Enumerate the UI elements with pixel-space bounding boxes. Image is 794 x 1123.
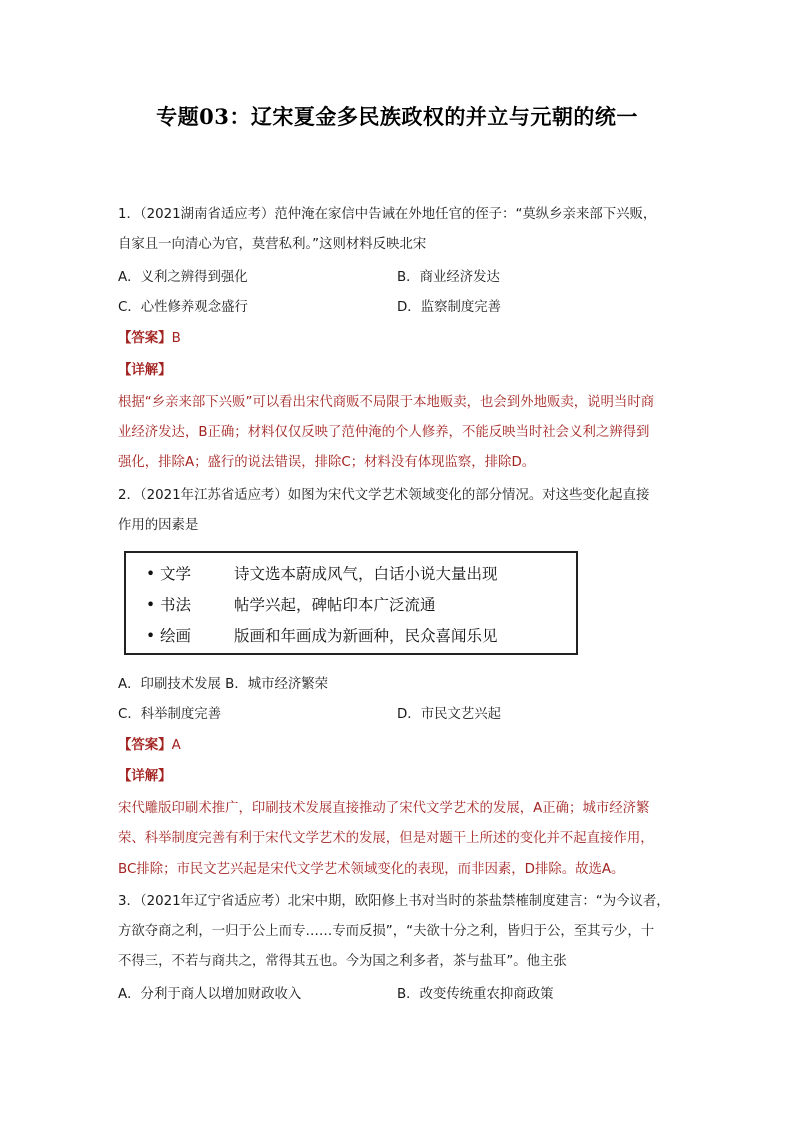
bullet-icon: • (146, 565, 156, 583)
page-title: 专题03：辽宋夏金多民族政权的并立与元朝的统一 (156, 104, 638, 129)
q1-stem-line-2: 自家且一向清心为官，莫营私利。”这则材料反映北宋 (118, 237, 427, 252)
bullet-icon: • (146, 596, 156, 614)
q2-stem-line-1: 2．（2021年江苏省适应考）如图为宋代文学艺术领域变化的部分情况。对这些变化起直接 (118, 488, 650, 503)
figure-row-painting (146, 624, 498, 646)
q2-option-c: C．科举制度完善 (118, 707, 222, 722)
q1-option-b: B．商业经济发达 (397, 270, 500, 285)
q2-stem-line-2: 作用的因素是 (118, 518, 199, 533)
answer-label: 【答案】 (118, 331, 172, 346)
q3-option-b: B．改变传统重农抑商政策 (397, 987, 554, 1002)
figure-row-text: 版画和年画成为新画种，民众喜闻乐见 (234, 627, 498, 645)
q3-option-a: A．分利于商人以增加财政收入 (118, 987, 302, 1002)
q1-option-c: C．心性修养观念盛行 (118, 300, 248, 315)
q2-figure (124, 551, 578, 655)
figure-row-calligraphy (146, 593, 436, 615)
q1-option-d: D．监察制度完善 (397, 300, 502, 315)
q3-stem-line-1: 3．（2021年辽宁省适应考）北宋中期，欧阳修上书对当时的茶盐禁榷制度建言：“为今议者， (118, 894, 670, 909)
q1-stem-line-1: 1．（2021湖南省适应考）范仲淹在家信中告诫在外地任官的侄子：“莫纵乡亲来部下兴贩， (118, 207, 657, 222)
q1-detail-line-3: 强化，排除A；盛行的说法错误，排除C；材料没有体现监察，排除D。 (118, 455, 536, 470)
answer-value: A (171, 738, 181, 753)
bullet-icon: • (146, 627, 156, 645)
figure-row-label: 绘画 (160, 627, 192, 645)
q1-answer (118, 329, 181, 349)
q3-stem-line-3: 不得三，不若与商共之，常得其五也。今为国之利多者，茶与盐耳”。他主张 (118, 954, 567, 969)
q1-option-a: A．义利之辨得到强化 (118, 270, 248, 285)
q2-detail-line-2: 荣、科举制度完善有利于宋代文学艺术的发展，但是对题干上所述的变化并不起直接作用， (118, 831, 654, 846)
q2-answer (118, 736, 181, 756)
answer-value: B (171, 331, 181, 346)
q2-option-d: D．市民文艺兴起 (397, 707, 502, 722)
q1-detail-line-2: 业经济发达，B正确；材料仅仅反映了范仲淹的个人修养，不能反映当时社会义利之辨得到 (118, 425, 650, 440)
figure-row-text: 诗文选本蔚成风气，白话小说大量出现 (234, 565, 498, 583)
figure-row-text: 帖学兴起，碑帖印本广泛流通 (234, 596, 436, 614)
answer-label: 【答案】 (118, 738, 172, 753)
q2-option-ab: A．印刷技术发展 B．城市经济繁荣 (118, 677, 329, 692)
q2-detail-line-1: 宋代雕版印刷术推广，印刷技术发展直接推动了宋代文学艺术的发展，A正确；城市经济繁 (118, 801, 650, 816)
q2-detail-line-3: BC排除；市民文艺兴起是宋代文学艺术领域变化的表现，而非因素，D排除。故选A。 (118, 862, 625, 877)
figure-row-label: 书法 (160, 596, 192, 614)
figure-row-label: 文学 (160, 565, 192, 583)
q2-detail-label: 【详解】 (118, 769, 172, 784)
figure-row-literature (146, 562, 498, 584)
q1-detail-line-1: 根据“乡亲来部下兴贩”可以看出宋代商贩不局限于本地贩卖，也会到外地贩卖，说明当时商 (118, 395, 655, 410)
q3-stem-line-2: 方欲夺商之利，一归于公上而专……专而反损”，“夫欲十分之利，皆归于公，至其亏少，十 (118, 924, 655, 939)
q1-detail-label: 【详解】 (118, 363, 172, 378)
